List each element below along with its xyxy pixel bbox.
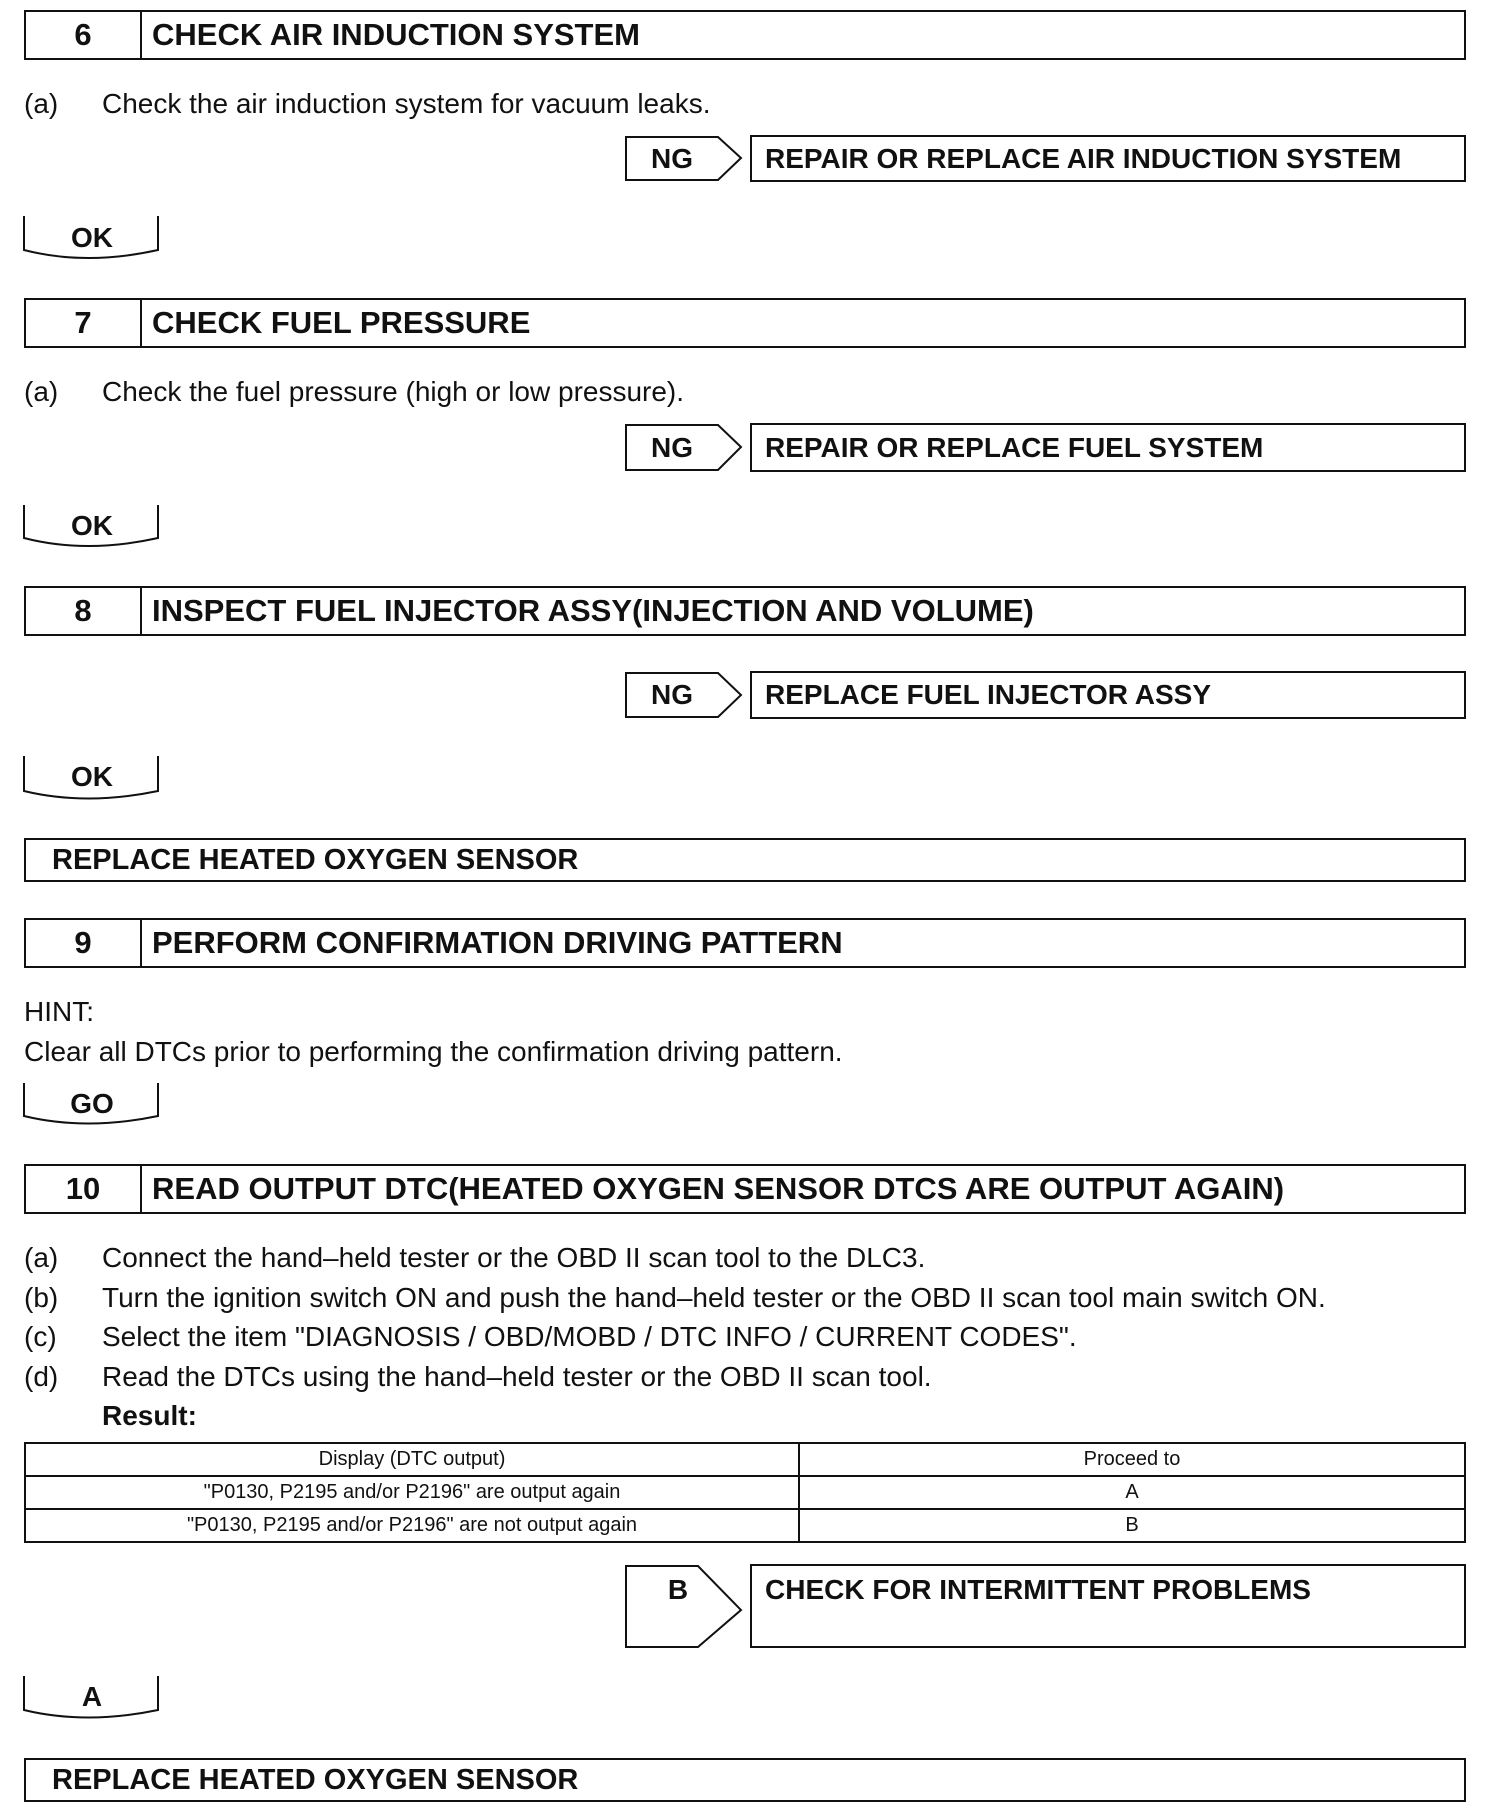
- a-label: A: [81, 1681, 103, 1712]
- hint-text: Clear all DTCs prior to performing the confirmation driving pattern.: [24, 1036, 843, 1067]
- ng-action-box: REPAIR OR REPLACE AIR INDUCTION SYSTEM: [750, 135, 1466, 182]
- ng-action-box: REPAIR OR REPLACE FUEL SYSTEM: [750, 423, 1466, 472]
- item-label: (a): [24, 1242, 59, 1273]
- item-text: Read the DTCs using the hand–held tester or the OBD II scan tool.: [102, 1361, 932, 1392]
- item-label: (a): [24, 88, 59, 119]
- ng-label: NG: [651, 679, 693, 710]
- step-8-header: [24, 586, 1466, 636]
- step-number: 10: [26, 1166, 142, 1212]
- final-action-box: REPLACE HEATED OXYGEN SENSOR: [24, 1758, 1466, 1802]
- step-number: 8: [26, 588, 142, 634]
- ng-label: NG: [651, 142, 693, 174]
- step-title: CHECK FUEL PRESSURE: [152, 305, 531, 340]
- item-label: (d): [24, 1361, 59, 1392]
- step-title: INSPECT FUEL INJECTOR ASSY(INJECTION AND VOLUME): [152, 593, 1034, 628]
- item-text: Turn the ignition switch ON and push the hand–held tester or the OBD II scan tool main switch ON.: [102, 1282, 1326, 1313]
- table-row: [25, 1509, 1465, 1542]
- item-text: Check the air induction system for vacuum leaks.: [102, 88, 711, 119]
- go-label: GO: [70, 1088, 114, 1119]
- final-action-box: REPLACE HEATED OXYGEN SENSOR: [24, 838, 1466, 882]
- item-text: Select the item "DIAGNOSIS / OBD/MOBD / DTC INFO / CURRENT CODES".: [102, 1321, 1077, 1352]
- step-title: CHECK AIR INDUCTION SYSTEM: [152, 17, 640, 52]
- step-title: READ OUTPUT DTC(HEATED OXYGEN SENSOR DTCS ARE OUTPUT AGAIN): [152, 1171, 1285, 1206]
- step-number: 9: [26, 920, 142, 966]
- b-label: B: [667, 1574, 689, 1605]
- ng-label: NG: [651, 431, 693, 463]
- result-heading: Result:: [102, 1400, 197, 1431]
- step-number: 7: [26, 300, 142, 346]
- item-text: Connect the hand–held tester or the OBD II scan tool to the DLC3.: [102, 1242, 926, 1273]
- ng-action-box: REPLACE FUEL INJECTOR ASSY: [750, 671, 1466, 719]
- table-cell: B: [799, 1509, 1465, 1542]
- table-header: Display (DTC output): [25, 1443, 799, 1476]
- step-7-header: [24, 298, 1466, 348]
- item-label: (b): [24, 1282, 59, 1313]
- ok-label: OK: [71, 510, 113, 541]
- table-cell: "P0130, P2195 and/or P2196" are output again: [25, 1476, 799, 1509]
- item-label: (c): [24, 1321, 57, 1352]
- ok-label: OK: [71, 222, 113, 253]
- step-9-header: [24, 918, 1466, 968]
- b-action-box: CHECK FOR INTERMITTENT PROBLEMS: [750, 1564, 1466, 1648]
- table-header: Proceed to: [799, 1443, 1465, 1476]
- ok-label: OK: [71, 761, 113, 792]
- table-row: [25, 1476, 1465, 1509]
- item-label: (a): [24, 376, 59, 407]
- item-text: Check the fuel pressure (high or low pressure).: [102, 376, 685, 407]
- step-10-header: [24, 1164, 1466, 1214]
- hint-label: HINT:: [24, 996, 94, 1027]
- step-title: PERFORM CONFIRMATION DRIVING PATTERN: [152, 925, 843, 960]
- step-number: 6: [26, 12, 142, 58]
- table-header-row: [25, 1443, 1465, 1476]
- table-cell: A: [799, 1476, 1465, 1509]
- table-cell: "P0130, P2195 and/or P2196" are not output again: [25, 1509, 799, 1542]
- result-table: [24, 1442, 1466, 1543]
- step-6-header: [24, 10, 1466, 60]
